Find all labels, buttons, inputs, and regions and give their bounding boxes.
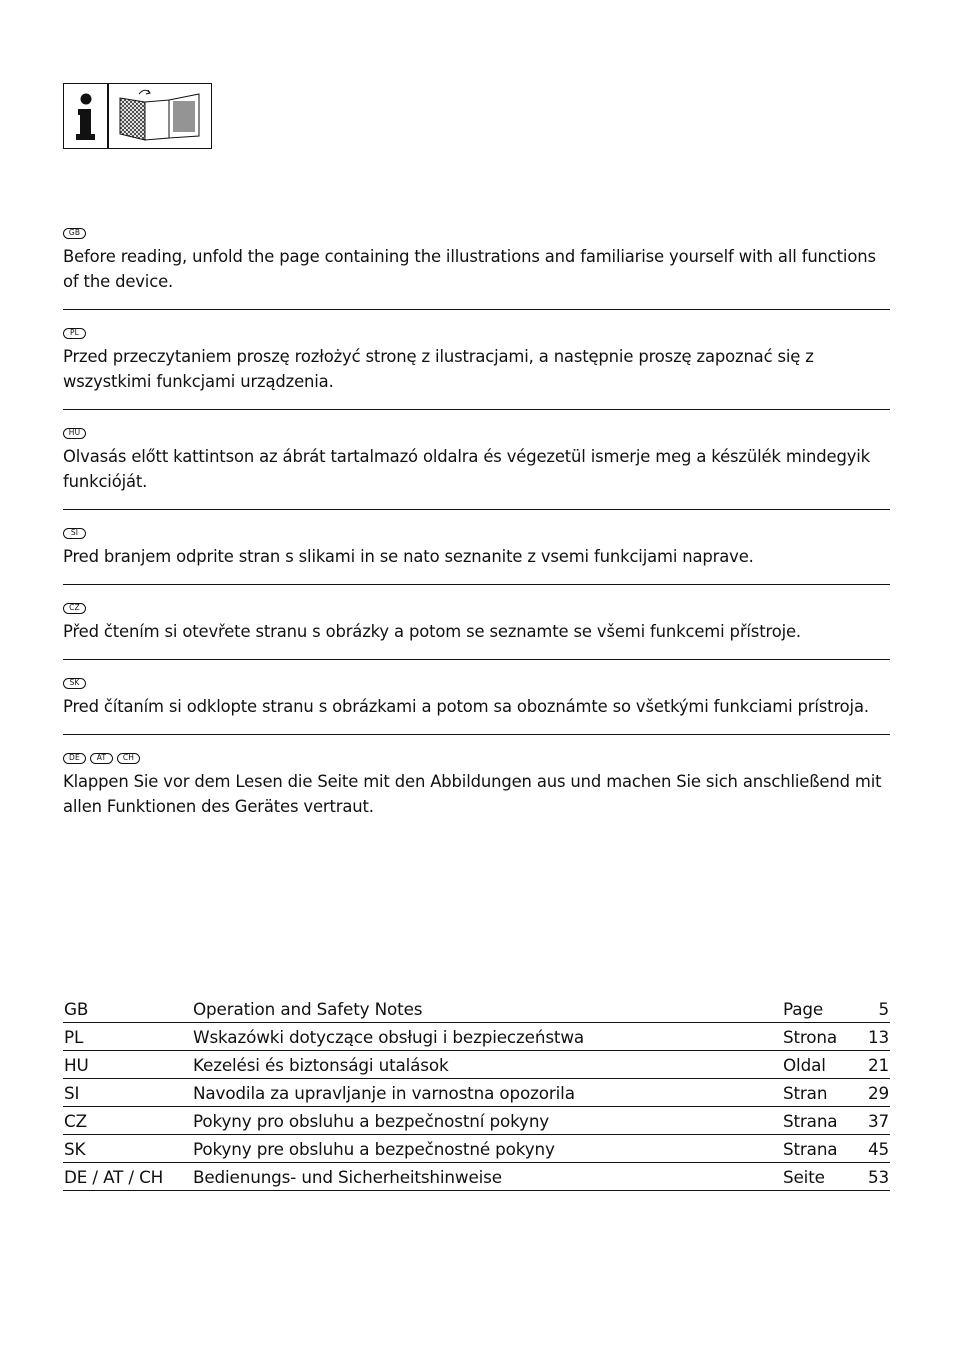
divider <box>63 584 890 585</box>
toc-row[interactable] <box>63 1052 890 1079</box>
section-text: Před čtením si otevřete stranu s obrázky a potom se seznamte se všemi funkcemi přístroje. <box>63 622 801 641</box>
toc-language-code: HU <box>64 1055 89 1075</box>
language-badge: GB <box>63 228 86 239</box>
language-badge: HU <box>63 428 86 439</box>
toc-page-label: Seite <box>783 1167 825 1187</box>
section-sk <box>63 676 890 719</box>
language-badge: PL <box>63 328 86 339</box>
language-badge: SK <box>63 678 86 689</box>
section-text: Olvasás előtt kattintson az ábrát tartalmazó oldalra és végezetül ismerje meg a készülék mindegyik funkcióját. <box>63 447 871 491</box>
toc-language-code: PL <box>64 1027 84 1047</box>
section-text: Klappen Sie vor dem Lesen die Seite mit den Abbildungen aus und machen Sie sich anschließend mit allen Funktionen des Gerätes vertraut. <box>63 772 882 816</box>
toc-row[interactable] <box>63 1080 890 1107</box>
toc-page-label: Oldal <box>783 1055 826 1075</box>
unfold-instruction-pictogram <box>63 83 212 149</box>
toc-row[interactable] <box>63 1136 890 1163</box>
toc-title: Operation and Safety Notes <box>193 999 423 1019</box>
toc-page-number: 53 <box>867 1167 889 1187</box>
toc-language-code: SK <box>64 1139 86 1159</box>
language-badges <box>63 676 890 690</box>
language-badge: AT <box>90 753 113 764</box>
divider <box>63 309 890 310</box>
toc-title: Navodila za upravljanje in varnostna opozorila <box>193 1083 575 1103</box>
section-text: Before reading, unfold the page containing the illustrations and familiarise yourself with all functions of the device. <box>63 247 876 291</box>
toc-language-code: CZ <box>64 1111 87 1131</box>
section-hu <box>63 426 890 494</box>
section-text: Przed przeczytaniem proszę rozłożyć stronę z ilustracjami, a następnie proszę zapoznać się z wszystkimi funkcjami urządzenia. <box>63 347 814 391</box>
divider <box>63 659 890 660</box>
toc-page-number: 21 <box>867 1055 889 1075</box>
language-badge: SI <box>63 528 86 539</box>
toc-language-code: DE / AT / CH <box>64 1167 164 1187</box>
toc-page-number: 13 <box>867 1027 889 1047</box>
toc-page-label: Strana <box>783 1139 838 1159</box>
toc-language-code: SI <box>64 1083 80 1103</box>
toc-page-number: 5 <box>878 999 889 1019</box>
language-badges <box>63 526 890 540</box>
language-badges <box>63 226 890 240</box>
section-si <box>63 526 890 569</box>
toc-page-number: 37 <box>867 1111 889 1131</box>
info-icon <box>63 83 108 149</box>
section-gb <box>63 226 890 294</box>
toc-page-label: Page <box>783 999 824 1019</box>
section-text: Pred branjem odprite stran s slikami in se nato seznanite z vsemi funkcijami naprave. <box>63 547 754 566</box>
toc-language-code: GB <box>64 999 89 1019</box>
toc-row[interactable] <box>63 1164 890 1191</box>
language-badges <box>63 326 890 340</box>
table-of-contents <box>63 996 890 1192</box>
toc-row[interactable] <box>63 1108 890 1135</box>
toc-page-number: 45 <box>867 1139 889 1159</box>
toc-page-label: Strona <box>783 1027 838 1047</box>
toc-title: Bedienungs- und Sicherheitshinweise <box>193 1167 502 1187</box>
divider <box>63 734 890 735</box>
language-badges <box>63 601 890 615</box>
toc-title: Pokyny pro obsluhu a bezpečnostní pokyny <box>193 1111 550 1131</box>
toc-title: Wskazówki dotyczące obsługi i bezpieczeństwa <box>193 1027 585 1047</box>
divider <box>63 509 890 510</box>
toc-row[interactable] <box>63 996 890 1023</box>
section-cz <box>63 601 890 644</box>
toc-title: Pokyny pre obsluhu a bezpečnostné pokyny <box>193 1139 555 1159</box>
unfold-page-icon <box>108 83 212 149</box>
language-badge: CH <box>117 753 140 764</box>
language-badge: DE <box>63 753 86 764</box>
section-de-at-ch <box>63 751 890 819</box>
toc-page-label: Strana <box>783 1111 838 1131</box>
toc-title: Kezelési és biztonsági utalások <box>193 1055 449 1075</box>
language-badge: CZ <box>63 603 86 614</box>
language-badges <box>63 426 890 440</box>
language-badges <box>63 751 890 765</box>
section-pl <box>63 326 890 394</box>
toc-row[interactable] <box>63 1024 890 1051</box>
divider <box>63 409 890 410</box>
section-text: Pred čítaním si odklopte stranu s obrázkami a potom sa oboznámte so všetkými funkciami prístroja. <box>63 697 869 716</box>
toc-page-label: Stran <box>783 1083 828 1103</box>
toc-page-number: 29 <box>867 1083 889 1103</box>
